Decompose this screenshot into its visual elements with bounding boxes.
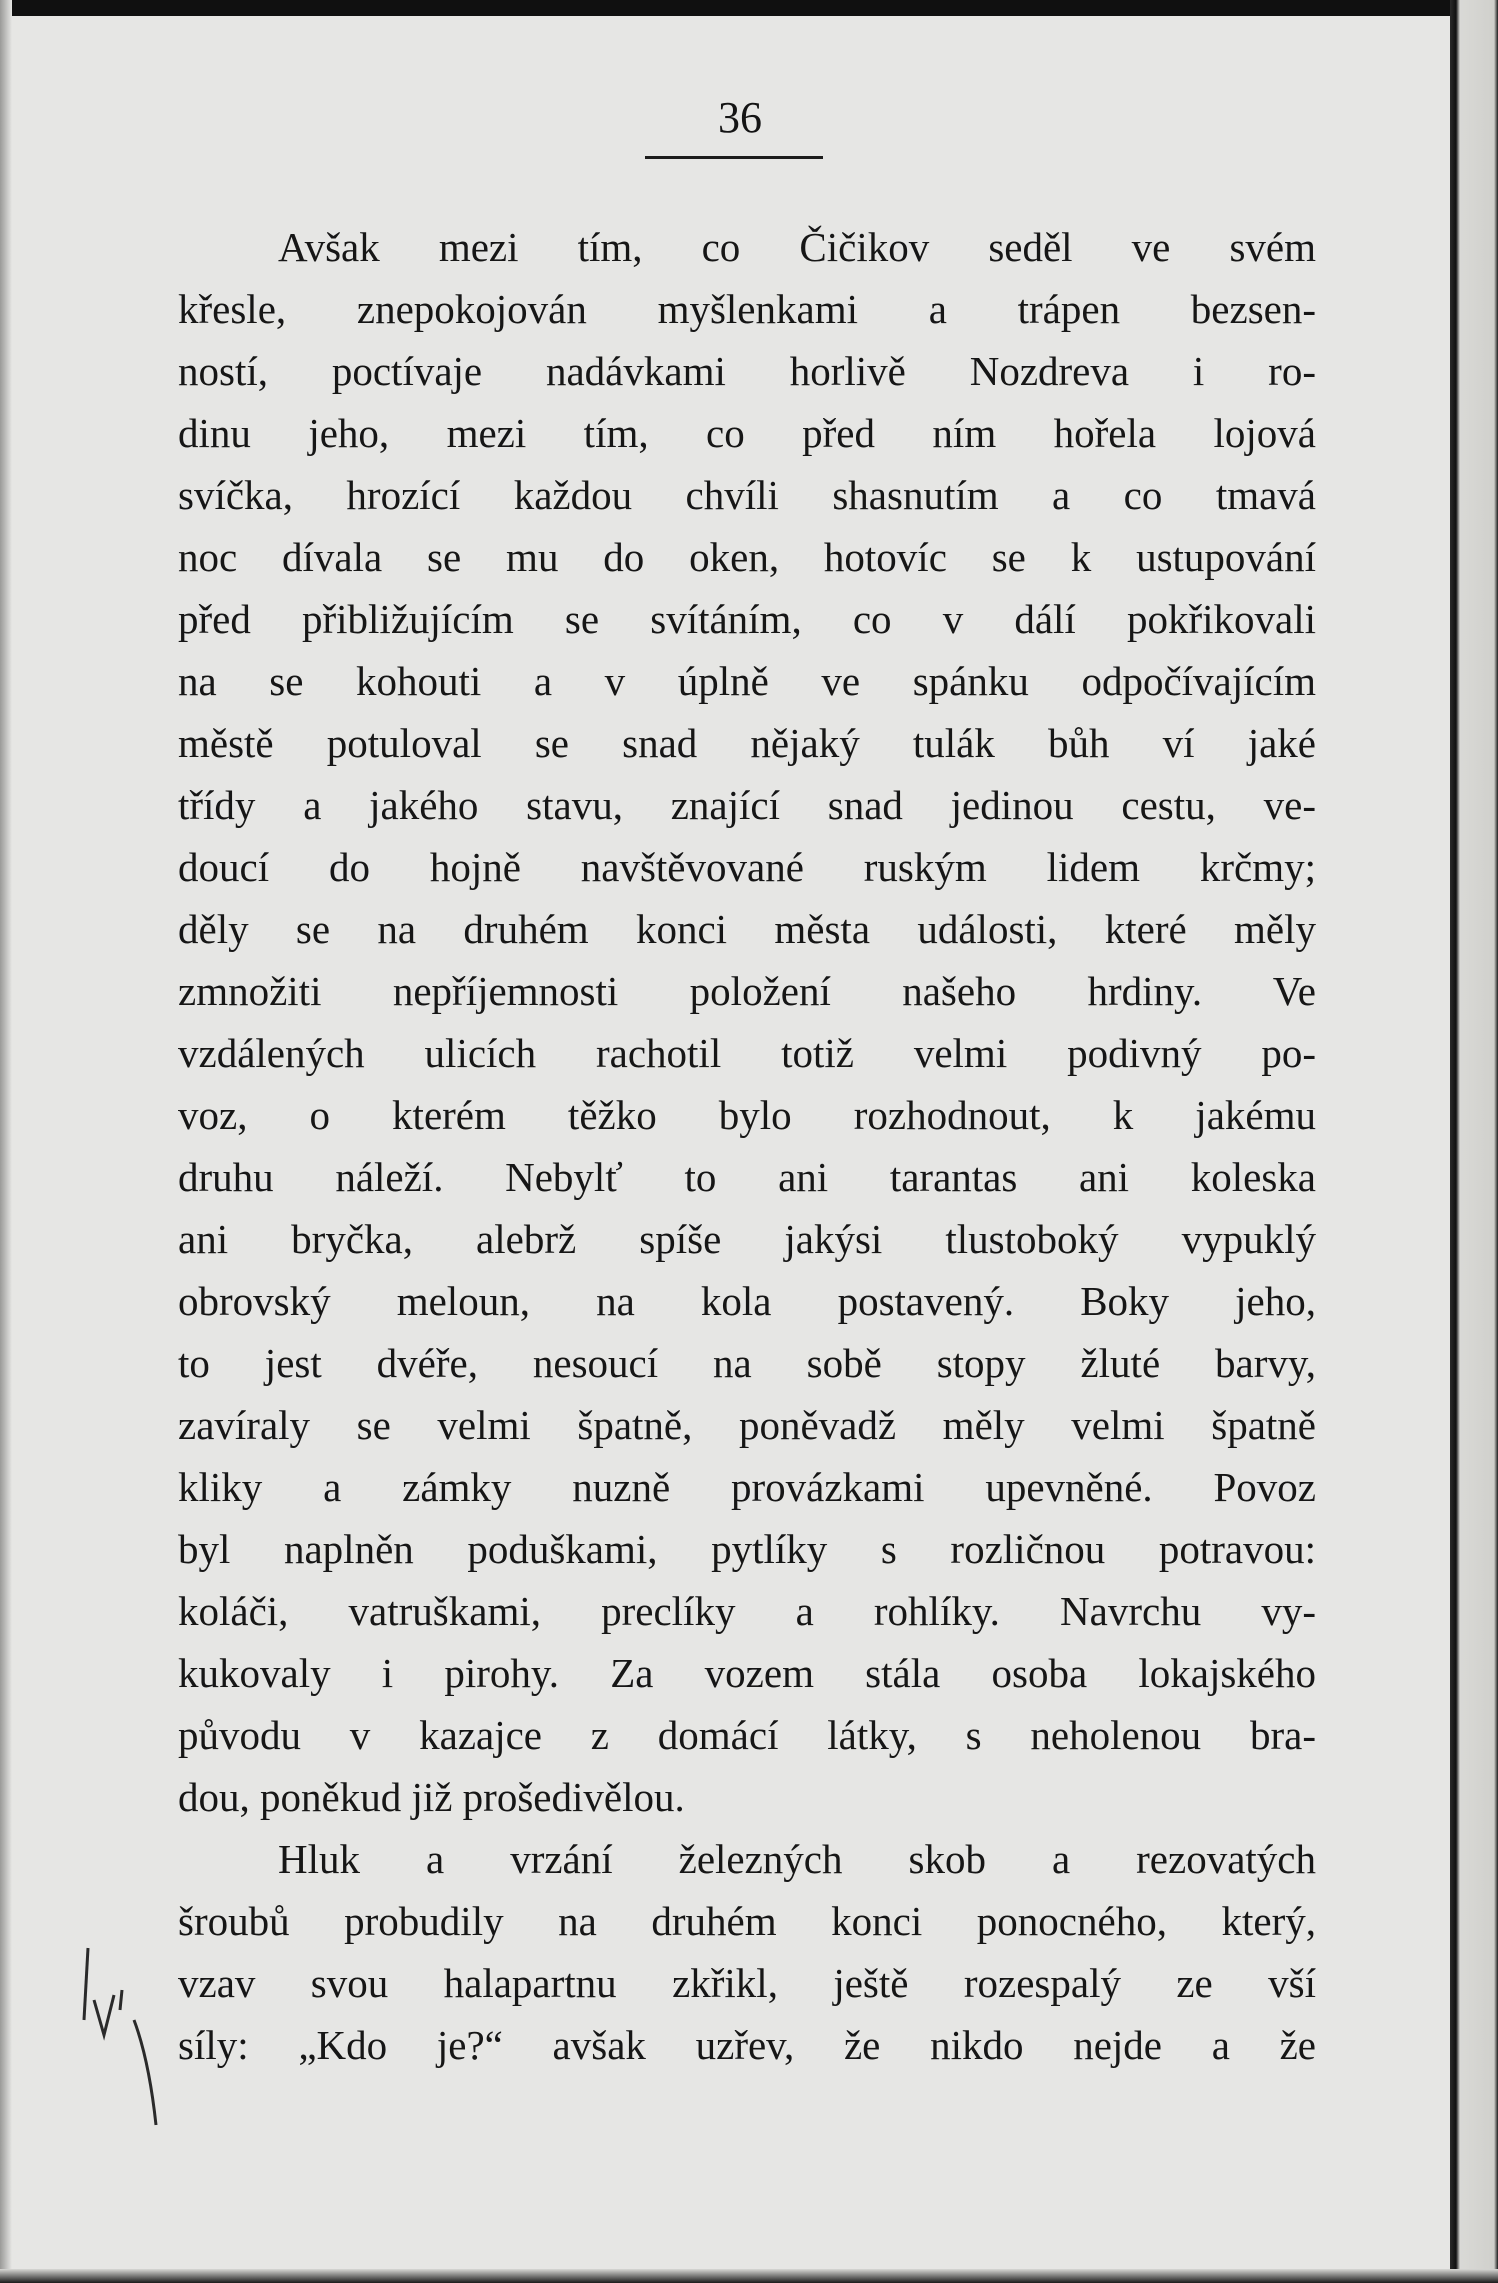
text-line: kukovaly i pirohy. Za vozem stála osoba lokajského [178,1650,1316,1696]
text-line: původu v kazajce z domácí látky, s neholenou bra- [178,1712,1316,1758]
text-line: dinu jeho, mezi tím, co před ním hořela lojová [178,410,1316,456]
text-line: dou, poněkud již prošedivělou. [178,1774,685,1820]
text-line: voz, o kterém těžko bylo rozhodnout, k jakému [178,1092,1316,1138]
body-text [178,216,1316,2076]
text-line: Hluk a vrzání železných skob a rezovatých [278,1836,1316,1882]
paragraph-1 [178,216,1316,1828]
text-line: děly se na druhém konci města události, které měly [178,906,1316,952]
scan-edge-top [0,0,1498,16]
page-number-rule [645,156,823,159]
text-line: svíčka, hrozící každou chvíli shasnutím a co tmavá [178,472,1316,518]
page-number: 36 [718,93,762,142]
text-line: noc dívala se mu do oken, hotovíc se k ustupování [178,534,1316,580]
text-line: obrovský meloun, na kola postavený. Boky jeho, [178,1278,1316,1324]
text-line: koláči, vatruškami, preclíky a rohlíky. Navrchu vy- [178,1588,1316,1634]
text-line: kliky a zámky nuzně provázkami upevněné. Povoz [178,1464,1316,1510]
text-line: zmnožiti nepříjemnosti položení našeho hrdiny. Ve [178,968,1316,1014]
text-line: byl naplněn poduškami, pytlíky s rozličnou potravou: [178,1526,1316,1572]
text-line: Avšak mezi tím, co Čičikov seděl ve svém [278,224,1316,270]
text-line: to jest dvéře, nesoucí na sobě stopy žluté barvy, [178,1340,1316,1386]
text-line: druhu náleží. Nebylť to ani tarantas ani koleska [178,1154,1316,1200]
scan-edge-right [1450,0,1498,2283]
text-line: vzdálených ulicích rachotil totiž velmi podivný po- [178,1030,1316,1076]
text-line: vzav svou halapartnu zkřikl, ještě rozespalý ze vší [178,1960,1316,2006]
text-line: třídy a jakého stavu, znající snad jedinou cestu, ve- [178,782,1316,828]
text-line: zavíraly se velmi špatně, poněvadž měly velmi špatně [178,1402,1316,1448]
scan-edge-left [0,0,12,2283]
text-line: šroubů probudily na druhém konci ponocného, který, [178,1898,1316,1944]
text-line: městě potuloval se snad nějaký tulák bůh ví jaké [178,720,1316,766]
text-line: doucí do hojně navštěvované ruským lidem krčmy; [178,844,1316,890]
text-line: křesle, znepokojován myšlenkami a trápen bezsen- [178,286,1316,332]
handwritten-margin-mark [74,1940,184,2140]
text-line: ani bryčka, alebrž spíše jakýsi tlustoboký vypuklý [178,1216,1316,1262]
text-line: síly: „Kdo je?“ avšak uzřev, že nikdo nejde a že [178,2022,1316,2068]
paragraph-2 [178,1828,1316,2076]
text-line: před přibližujícím se svítáním, co v dálí pokřikovali [178,596,1316,642]
text-line: ností, poctívaje nadávkami horlivě Nozdreva i ro- [178,348,1316,394]
text-line: na se kohouti a v úplně ve spánku odpočívajícím [178,658,1316,704]
scan-edge-bottom [0,2269,1498,2283]
